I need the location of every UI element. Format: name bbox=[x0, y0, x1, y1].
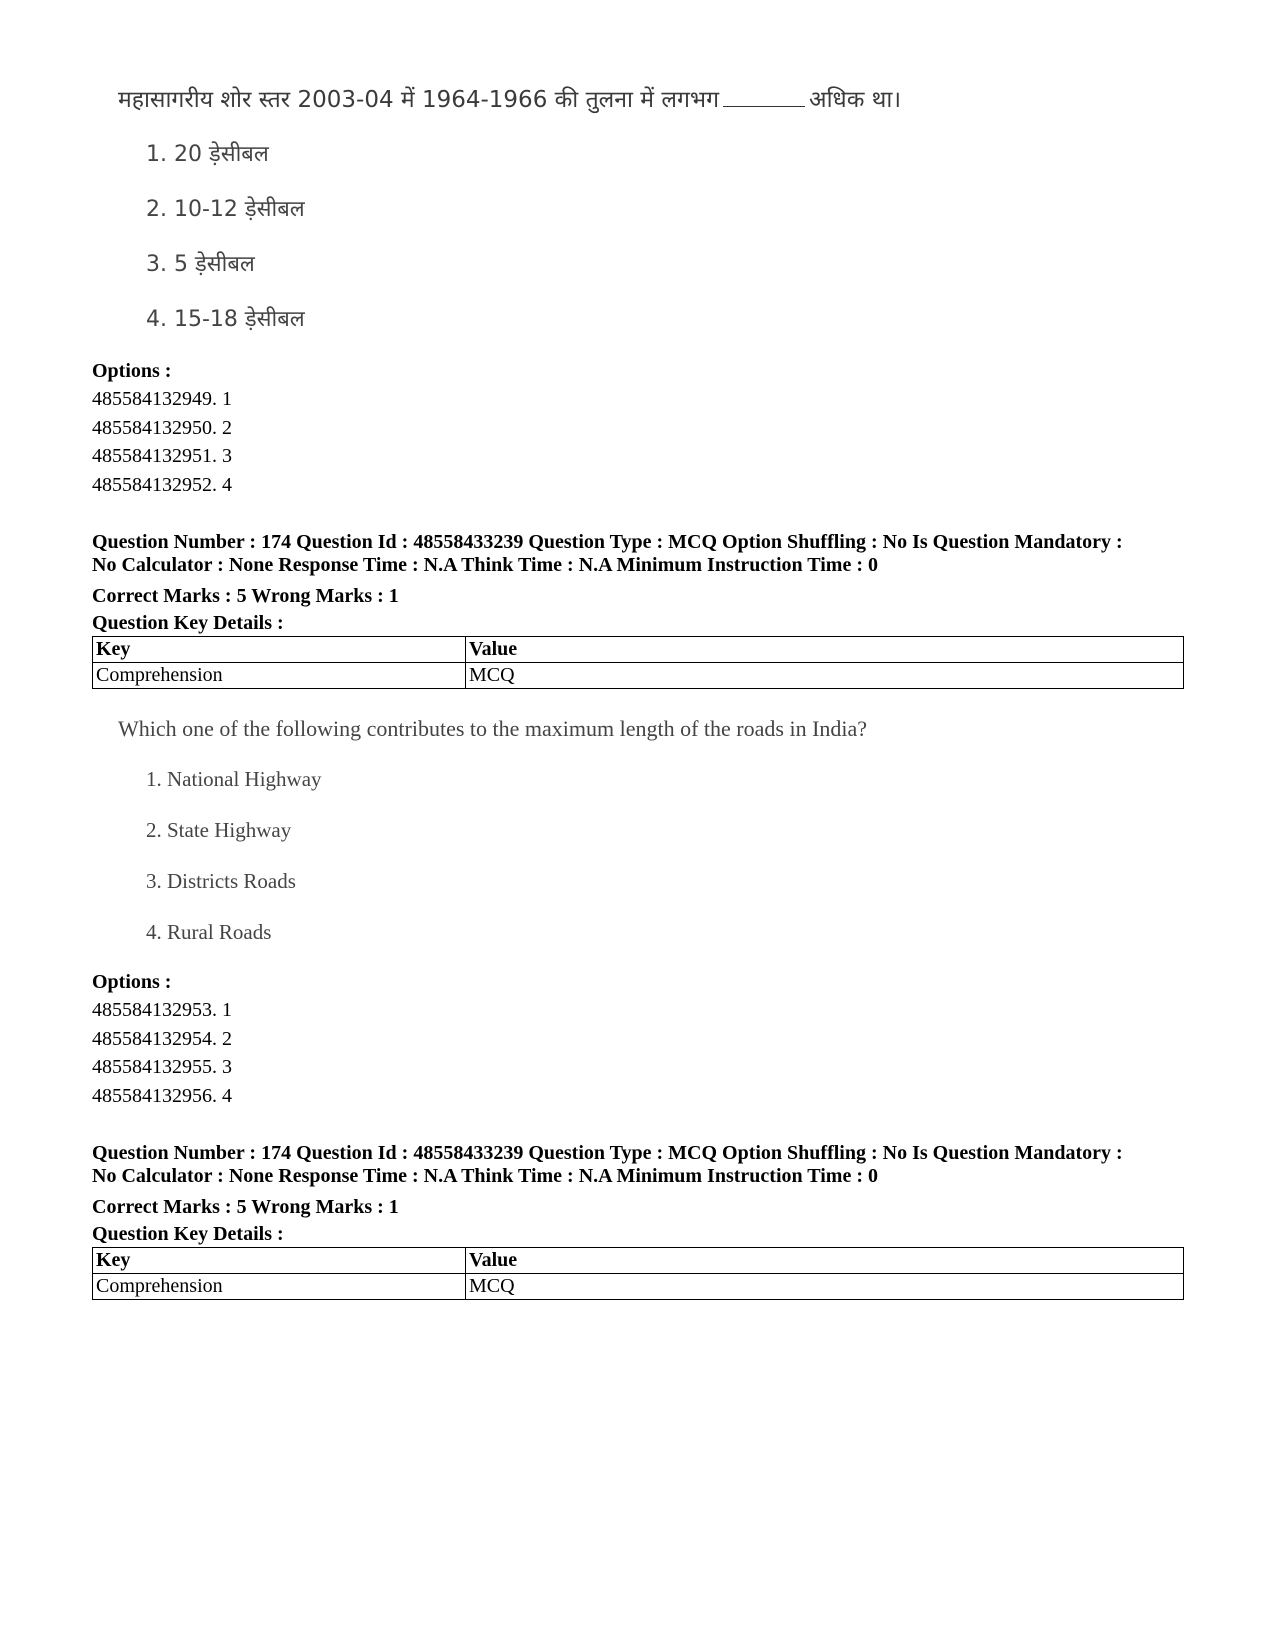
question-text-before: महासागरीय शोर स्तर 2003-04 में 1964-1966 की तुलना में लगभग bbox=[118, 87, 720, 113]
question-text-after: अधिक था। bbox=[809, 87, 902, 113]
option-id: 485584132950. 2 bbox=[92, 416, 232, 439]
key-cell: Comprehension bbox=[93, 1274, 466, 1300]
options-label: Options : bbox=[92, 971, 172, 993]
marks-line: Correct Marks : 5 Wrong Marks : 1 bbox=[92, 1196, 399, 1218]
key-header: Key bbox=[93, 637, 466, 663]
key-details-table-1 bbox=[92, 636, 1184, 689]
option-id: 485584132949. 1 bbox=[92, 388, 232, 410]
choice-2: 2. 10-12 ड़ेसीबल bbox=[146, 197, 305, 222]
choice-4: 4. Rural Roads bbox=[146, 920, 272, 944]
key-cell: Comprehension bbox=[93, 663, 466, 689]
choice-3: 3. 5 ड़ेसीबल bbox=[146, 252, 255, 277]
options-block-1 bbox=[92, 357, 1192, 499]
value-header: Value bbox=[466, 1248, 1184, 1274]
options-block-2 bbox=[92, 968, 1192, 1110]
option-id: 485584132953. 1 bbox=[92, 999, 232, 1021]
value-cell: MCQ bbox=[466, 663, 1184, 689]
option-id: 485584132951. 3 bbox=[92, 445, 232, 467]
table-header-row bbox=[93, 1248, 1184, 1274]
table-row bbox=[93, 1274, 1184, 1300]
table-row bbox=[93, 663, 1184, 689]
option-id: 485584132956. 4 bbox=[92, 1084, 232, 1107]
choice-1: 1. 20 ड़ेसीबल bbox=[146, 142, 269, 167]
meta-line-2: No Calculator : None Response Time : N.A Think Time : N.A Minimum Instruction Time : 0 bbox=[92, 1165, 878, 1187]
meta-line-1: Question Number : 174 Question Id : 48558433239 Question Type : MCQ Option Shuffling : No Is Question Mandatory : bbox=[92, 1142, 1123, 1164]
choice-4: 4. 15-18 ड़ेसीबल bbox=[146, 307, 305, 332]
marks-line: Correct Marks : 5 Wrong Marks : 1 bbox=[92, 585, 399, 607]
question-text bbox=[118, 82, 901, 114]
question-meta-1 bbox=[92, 531, 1202, 637]
answer-blank bbox=[723, 106, 805, 107]
choice-1: 1. National Highway bbox=[146, 767, 322, 791]
option-id: 485584132952. 4 bbox=[92, 473, 232, 496]
choice-2: 2. State Highway bbox=[146, 818, 292, 842]
question-meta-2 bbox=[92, 1142, 1202, 1248]
key-header: Key bbox=[93, 1248, 466, 1274]
options-label: Options : bbox=[92, 360, 172, 382]
option-id: 485584132954. 2 bbox=[92, 1027, 232, 1050]
value-header: Value bbox=[466, 637, 1184, 663]
choice-3: 3. Districts Roads bbox=[146, 869, 296, 893]
option-id: 485584132955. 3 bbox=[92, 1056, 232, 1078]
value-cell: MCQ bbox=[466, 1274, 1184, 1300]
table-header-row bbox=[93, 637, 1184, 663]
meta-line-1: Question Number : 174 Question Id : 48558433239 Question Type : MCQ Option Shuffling : No Is Question Mandatory : bbox=[92, 531, 1123, 553]
key-details-label: Question Key Details : bbox=[92, 612, 284, 634]
key-details-label: Question Key Details : bbox=[92, 1223, 284, 1245]
key-details-table-2 bbox=[92, 1247, 1184, 1300]
question-text: Which one of the following contributes to the maximum length of the roads in India? bbox=[118, 716, 868, 741]
meta-line-2: No Calculator : None Response Time : N.A Think Time : N.A Minimum Instruction Time : 0 bbox=[92, 554, 878, 576]
